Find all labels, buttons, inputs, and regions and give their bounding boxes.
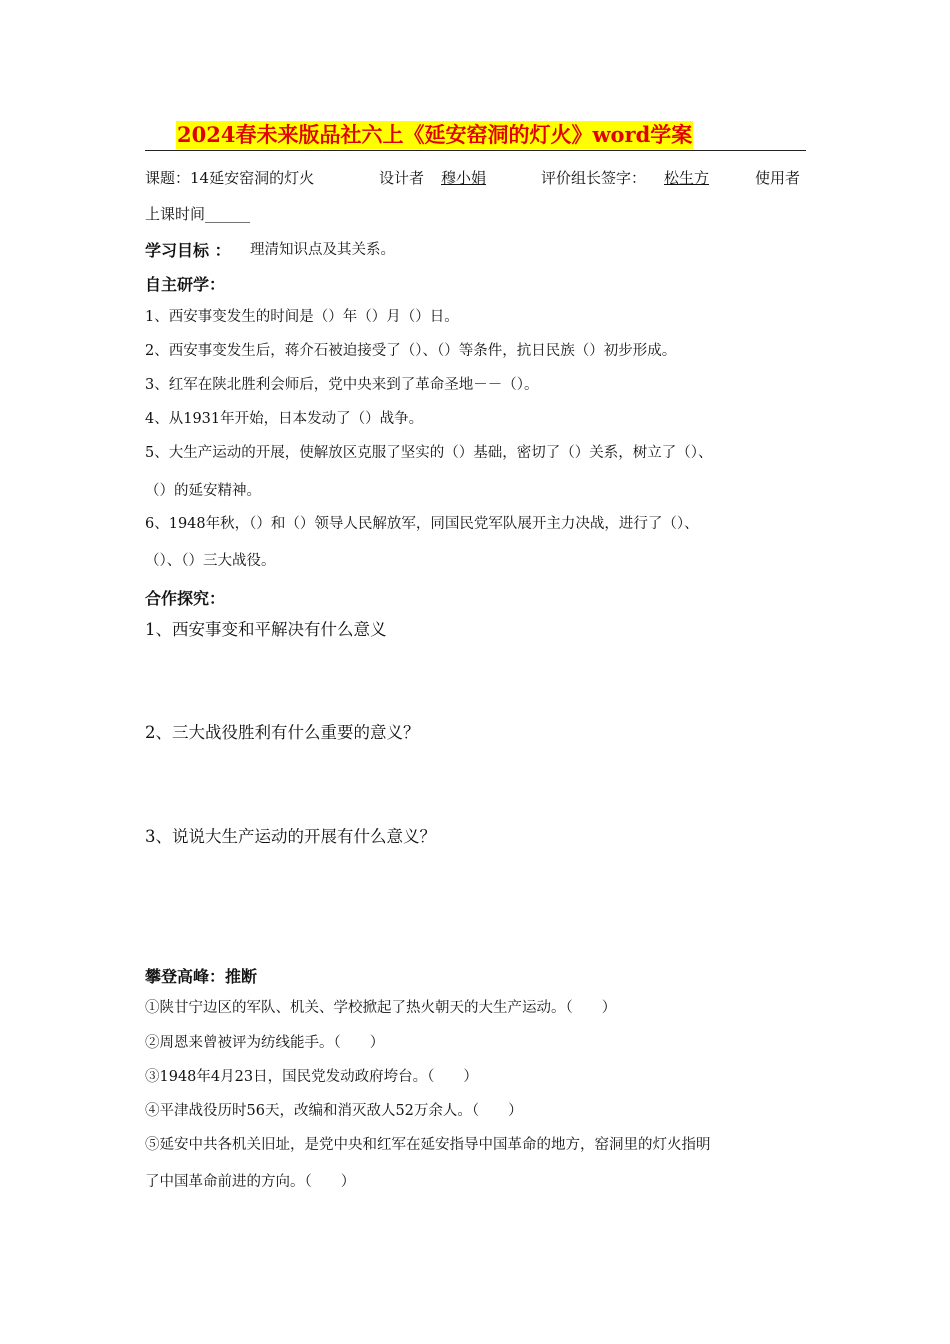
cooperate-heading: 合作探究： (145, 589, 226, 608)
self-study-heading: 自主研学： (145, 275, 226, 294)
self-study-item: 1、西安事变发生的时间是（）年（）月（）日。 (145, 309, 459, 325)
designer-name: 穆小娟 (441, 169, 487, 187)
self-study-item: 2、西安事变发生后，蒋介石被迫接受了（）、（）等条件，抗日民族（）初步形成。 (145, 343, 677, 359)
class-time: 上课时间______ (145, 205, 251, 223)
climb-item: ④平津战役历时56天，改编和消灭敌人52万余人。（ ） (145, 1103, 523, 1119)
climb-item: ⑤延安中共各机关旧址，是党中央和红军在延安指导中国革命的地方，窑洞里的灯火指明 (145, 1137, 711, 1153)
topic-text: 课题：14延安窑洞的灯火 (145, 169, 315, 187)
title-underline (145, 150, 806, 151)
document-title: 2024春未来版品社六上《延安窑洞的灯火》word学案 (177, 122, 693, 147)
self-study-item: 6、1948年秋，（）和（）领导人民解放军，同国民党军队展开主力决战，进行了（）、 (145, 516, 699, 532)
climb-heading: 攀登高峰：推断 (145, 967, 258, 986)
self-study-item: （）的延安精神。 (145, 483, 261, 499)
climb-item: ①陕甘宁边区的军队、机关、学校掀起了热火朝天的大生产运动。（ ） (145, 1000, 617, 1016)
self-study-item: （）、（）三大战役。 (145, 553, 276, 569)
climb-item: ③1948年4月23日，国民党发动政府垮台。（ ） (145, 1069, 478, 1085)
reviewer-label: 评价组长签字： (541, 169, 647, 187)
cooperate-question: 2、三大战役胜利有什么重要的意义？ (145, 723, 420, 742)
self-study-item: 5、大生产运动的开展，使解放区克服了坚实的（）基础，密切了（）关系，树立了（）、 (145, 445, 713, 461)
cooperate-question: 3、说说大生产运动的开展有什么意义？ (145, 827, 436, 846)
cooperate-question: 1、西安事变和平解决有什么意义 (145, 620, 387, 639)
self-study-item: 3、红军在陕北胜利会师后，党中央来到了革命圣地－－（）。 (145, 377, 539, 393)
self-study-item: 4、从1931年开始，日本发动了（）战争。 (145, 411, 424, 427)
designer-label: 设计者 (379, 169, 425, 187)
reviewer-name: 松生方 (664, 169, 710, 187)
goal-text: 理清知识点及其关系。 (250, 242, 395, 258)
goal-label: 学习目标 ： (145, 241, 231, 260)
climb-item: ②周恩来曾被评为纺线能手。（ ） (145, 1035, 385, 1051)
climb-item: 了中国革命前进的方向。（ ） (145, 1174, 356, 1190)
user-label: 使用者 (755, 169, 801, 187)
